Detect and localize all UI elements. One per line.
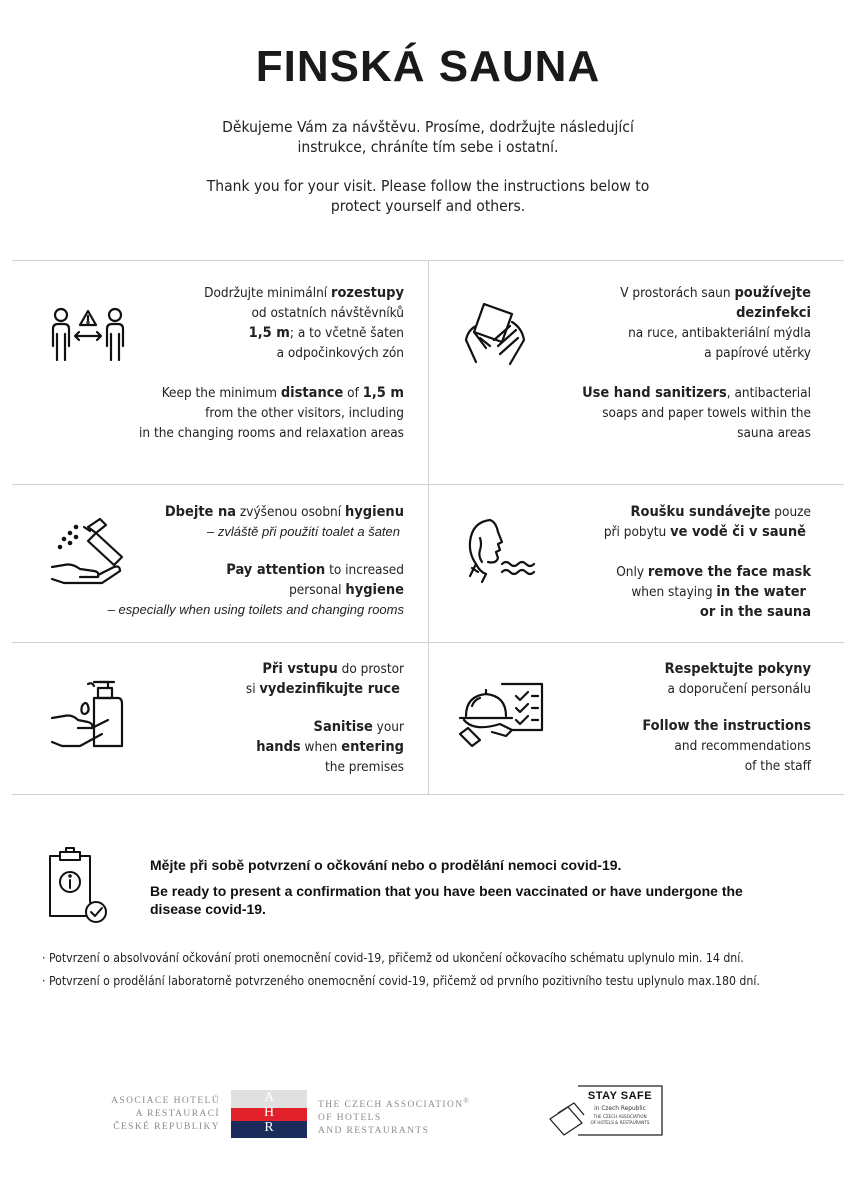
text-bold: Follow the instructions xyxy=(642,718,811,734)
grid-divider xyxy=(12,794,844,795)
logo-line: ASOCIACE HOTELŮ xyxy=(111,1096,220,1106)
ahr-logo-text-cz xyxy=(106,1095,220,1134)
text-bold: Při vstupu xyxy=(262,661,338,677)
text: of the staff xyxy=(744,758,811,774)
text-bold: Pay attention xyxy=(226,562,326,578)
ahr-logo-letters: A H R xyxy=(263,1090,275,1135)
stay-safe-assoc xyxy=(578,1115,662,1127)
text: your xyxy=(372,719,404,735)
cell-entry xyxy=(60,659,404,777)
intro-cz xyxy=(0,117,856,157)
text-italic: – zvláště při použití toalet a šaten xyxy=(207,524,400,539)
text: zvýšenou osobní xyxy=(236,504,345,520)
text: na ruce, antibakteriální mýdla xyxy=(628,325,811,341)
text-bold: hygiene xyxy=(345,582,404,598)
text: a papírové utěrky xyxy=(704,345,811,361)
text: při pobytu xyxy=(603,524,671,540)
text: do prostor xyxy=(337,661,404,677)
text: personal xyxy=(289,582,346,598)
text: Dodržujte minimální xyxy=(204,285,332,301)
page-title: FINSKÁ SAUNA xyxy=(255,42,601,91)
text-bold: Dbejte na xyxy=(164,504,237,520)
text-bold: rozestupy xyxy=(331,285,404,301)
logo-line: OF HOTELS & RESTAURANTS xyxy=(590,1121,650,1126)
text-bold: 1,5 m xyxy=(248,325,290,341)
text-bold: ve vodě či v sauně xyxy=(670,524,806,540)
intro-en-line2: protect yourself and others. xyxy=(330,197,526,215)
text-bold: entering xyxy=(341,739,404,755)
cell-staff xyxy=(440,659,811,776)
vaccination-cz: Mějte při sobě potvrzení o očkování nebo o prodělání nemoci covid-19. xyxy=(150,857,622,873)
logo-line: A RESTAURACÍ xyxy=(135,1109,220,1119)
cell-mask xyxy=(440,502,811,622)
text: of xyxy=(343,385,363,401)
text: a odpočinkových zón xyxy=(276,345,404,361)
vaccination-en: Be ready to present a confirmation that you have been vaccinated or have undergone the disease covid-19. xyxy=(150,883,743,917)
note-vaccination: · Potvrzení o absolvování očkování proti onemocnění covid-19, přičemž od ukončení očkovacího schématu uplynulo min. 14 dní. xyxy=(42,951,744,965)
text-bold: remove the face mask xyxy=(647,564,811,580)
logo-line: ČESKÉ REPUBLIKY xyxy=(113,1122,220,1132)
cell-hygiene xyxy=(60,502,404,620)
text: when xyxy=(300,739,342,755)
intro-cz-line2: instrukce, chráníte tím sebe i ostatní. xyxy=(297,138,559,156)
registered-mark: ® xyxy=(463,1097,471,1105)
text-bold: Use hand sanitizers xyxy=(582,385,727,401)
text: od ostatních návštěvníků xyxy=(251,305,404,321)
note-recovery: · Potvrzení o prodělání laboratorně potvrzeného onemocnění covid-19, přičemž od prvního pozitivního testu uplynulo max.180 dní. xyxy=(42,974,760,988)
clipboard-info-check-icon xyxy=(46,846,110,926)
text-bold: Respektujte pokyny xyxy=(664,661,811,677)
text-bold: 1,5 m xyxy=(362,385,404,401)
text-bold: in the water xyxy=(716,584,806,600)
text-bold: vydezinfikujte ruce xyxy=(259,681,400,697)
logo-line: OF HOTELS xyxy=(318,1113,382,1124)
text: a doporučení personálu xyxy=(667,681,811,697)
text: the premises xyxy=(324,759,404,775)
ahr-logo-text-en xyxy=(318,1095,478,1138)
text: to increased xyxy=(325,562,404,578)
text: pouze xyxy=(770,504,811,520)
text: from the other visitors, including xyxy=(205,405,404,421)
intro-en xyxy=(0,176,856,216)
logo-line: THE CZECH ASSOCIATION xyxy=(318,1100,464,1111)
text-bold: používejte xyxy=(734,285,811,301)
text: in the changing rooms and relaxation areas xyxy=(139,425,404,441)
text: when staying xyxy=(631,584,717,600)
text-bold: Roušku sundávejte xyxy=(630,504,771,520)
text-bold: hygienu xyxy=(344,504,404,520)
stay-safe-logo xyxy=(548,1085,664,1137)
stay-safe-title: STAY SAFE xyxy=(587,1090,653,1102)
text: si xyxy=(245,681,260,697)
text-bold: Sanitise xyxy=(313,719,373,735)
text: ; a to včetně šaten xyxy=(289,325,404,341)
text-italic: – especially when using toilets and changing rooms xyxy=(107,602,404,617)
text: soaps and paper towels within the xyxy=(602,405,811,421)
text-bold: or in the sauna xyxy=(699,604,811,620)
text-bold: distance xyxy=(280,385,344,401)
text: Keep the minimum xyxy=(161,385,281,401)
text: sauna areas xyxy=(737,425,811,441)
grid-divider xyxy=(428,260,429,794)
text-bold: hands xyxy=(256,739,301,755)
intro-cz-line1: Děkujeme Vám za návštěvu. Prosíme, dodržujte následující xyxy=(222,118,634,136)
text: V prostorách saun xyxy=(620,285,735,301)
cell-sanitizer xyxy=(440,283,811,443)
logo-line: AND RESTAURANTS xyxy=(318,1126,430,1137)
text: Only xyxy=(616,564,648,580)
text: and recommendations xyxy=(674,738,811,754)
logo-line: THE CZECH ASSOCIATION xyxy=(593,1115,647,1120)
ahr-logo-mark xyxy=(231,1090,307,1138)
stay-safe-subtitle: in Czech Republic xyxy=(594,1104,646,1112)
intro-en-line1: Thank you for your visit. Please follow the instructions below to xyxy=(206,177,650,195)
text-bold: dezinfekci xyxy=(736,305,811,321)
cell-distance xyxy=(60,283,404,443)
text: , antibacterial xyxy=(726,385,811,401)
